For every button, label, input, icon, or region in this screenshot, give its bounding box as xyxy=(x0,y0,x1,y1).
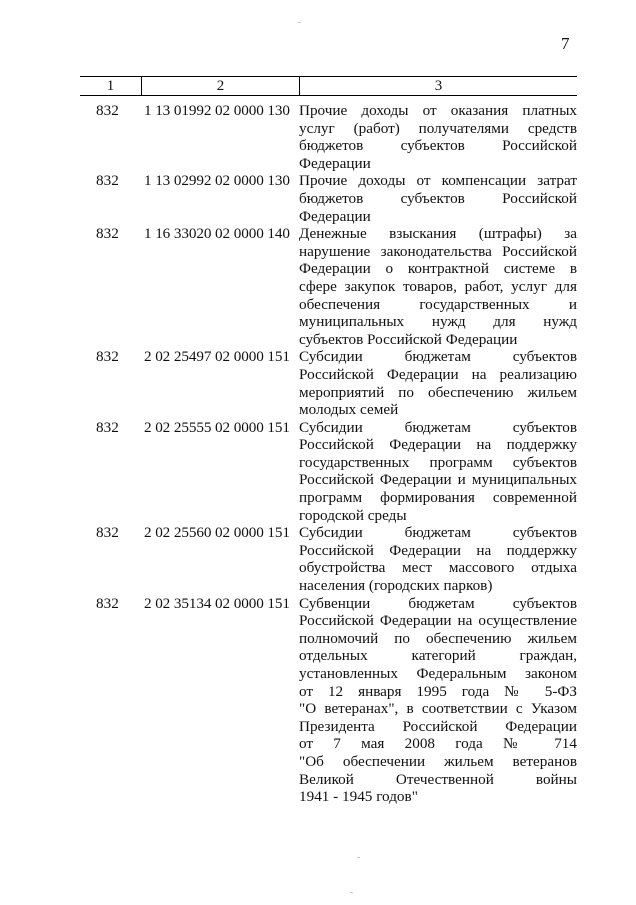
admin-code-cell: 832 xyxy=(96,524,119,542)
description-line: бюджетов субъектов Российской xyxy=(299,137,577,155)
budget-code-cell: 2 02 25555 02 0000 151 xyxy=(144,418,290,436)
description-line: Великой Отечественной войны xyxy=(299,770,577,788)
table-row xyxy=(80,225,577,348)
admin-code-cell: 832 xyxy=(96,102,119,119)
table-row xyxy=(80,419,577,525)
description-line: Российской Федерации на реализацию xyxy=(299,365,577,383)
scan-speck xyxy=(350,892,353,893)
description-line: Федерации о контрактной системе в xyxy=(299,260,577,278)
admin-code-cell: 832 xyxy=(96,225,119,243)
column-header-1: 1 xyxy=(106,78,115,94)
description-cell xyxy=(299,172,577,225)
description-line: Российской Федерации и муниципальных xyxy=(299,471,577,489)
description-line: молодых семей xyxy=(299,401,399,419)
description-line: 1941 - 1945 годов" xyxy=(299,788,418,806)
description-line: мероприятий по обеспечению жильем xyxy=(299,383,577,401)
admin-code-cell: 832 xyxy=(96,594,119,612)
table-row xyxy=(80,524,577,594)
description-line: нарушение законодательства Российской xyxy=(299,242,577,260)
description-line: бюджетов субъектов Российской xyxy=(299,189,577,207)
description-line: услуг (работ) получателями средств xyxy=(299,119,577,137)
description-line: Денежные взыскания (штрафы) за xyxy=(299,225,577,243)
description-line: от 7 мая 2008 года № 714 xyxy=(299,735,577,753)
description-cell xyxy=(299,102,577,172)
description-line: Федерации xyxy=(299,154,371,172)
description-line: Субвенции бюджетам субъектов xyxy=(299,594,577,612)
budget-code-cell: 2 02 35134 02 0000 151 xyxy=(144,594,290,612)
description-line: Федерации xyxy=(299,207,371,225)
budget-code-cell: 1 13 02992 02 0000 130 xyxy=(144,172,290,190)
description-line: населения (городских парков) xyxy=(299,577,493,595)
description-line: обеспечения государственных и xyxy=(299,295,577,313)
description-line: Прочие доходы от оказания платных xyxy=(299,102,577,119)
budget-code-cell: 1 16 33020 02 0000 140 xyxy=(144,225,290,243)
description-line: Прочие доходы от компенсации затрат xyxy=(299,172,577,190)
admin-code-cell: 832 xyxy=(96,418,119,436)
description-line: государственных программ субъектов xyxy=(299,453,577,471)
scan-speck xyxy=(357,857,360,858)
description-line: установленных Федеральным законом xyxy=(299,665,577,682)
description-line: Субсидии бюджетам субъектов xyxy=(299,524,577,542)
budget-code-cell: 2 02 25560 02 0000 151 xyxy=(144,524,290,542)
description-cell xyxy=(299,524,577,594)
admin-code-cell: 832 xyxy=(96,172,119,190)
description-line: "О ветеранах", в соответствии с Указом xyxy=(299,700,577,718)
admin-code-cell: 832 xyxy=(96,348,119,366)
description-line: обустройства мест массового отдыха xyxy=(299,559,577,577)
page-number: 7 xyxy=(561,34,570,53)
description-line: Российской Федерации на поддержку xyxy=(299,436,577,454)
description-line: Субсидии бюджетам субъектов xyxy=(299,418,577,436)
description-line: Российской Федерации на поддержку xyxy=(299,541,577,559)
table-row xyxy=(80,348,577,418)
table-row xyxy=(80,595,577,806)
column-header-2: 2 xyxy=(141,77,299,95)
table-body xyxy=(80,102,577,806)
table-header xyxy=(80,76,577,96)
description-line: Российской Федерации на осуществление xyxy=(299,612,577,630)
description-line: Президента Российской Федерации xyxy=(299,717,577,735)
description-line: Субсидии бюджетам субъектов xyxy=(299,348,577,366)
description-cell xyxy=(299,348,577,418)
description-cell xyxy=(299,225,577,348)
scan-speck xyxy=(298,22,301,23)
description-line: полномочий по обеспечению жильем xyxy=(299,629,577,647)
description-cell xyxy=(299,595,577,806)
description-line: городской среды xyxy=(299,506,407,524)
description-cell xyxy=(299,419,577,525)
budget-code-cell: 2 02 25497 02 0000 151 xyxy=(144,348,290,366)
description-line: муниципальных нужд для нужд xyxy=(299,313,577,331)
table-row xyxy=(80,172,577,225)
description-line: отдельных категорий граждан, xyxy=(299,647,577,665)
description-line: "Об обеспечении жильем ветеранов xyxy=(299,752,577,770)
table-row xyxy=(80,102,577,172)
description-line: от 12 января 1995 года № 5-ФЗ xyxy=(299,682,577,700)
description-line: субъектов Российской Федерации xyxy=(299,330,518,348)
description-line: программ формирования современной xyxy=(299,489,577,507)
budget-code-cell: 1 13 01992 02 0000 130 xyxy=(144,102,290,119)
description-line: сфере закупок товаров, работ, услуг для xyxy=(299,277,577,295)
column-header-3: 3 xyxy=(299,77,577,95)
